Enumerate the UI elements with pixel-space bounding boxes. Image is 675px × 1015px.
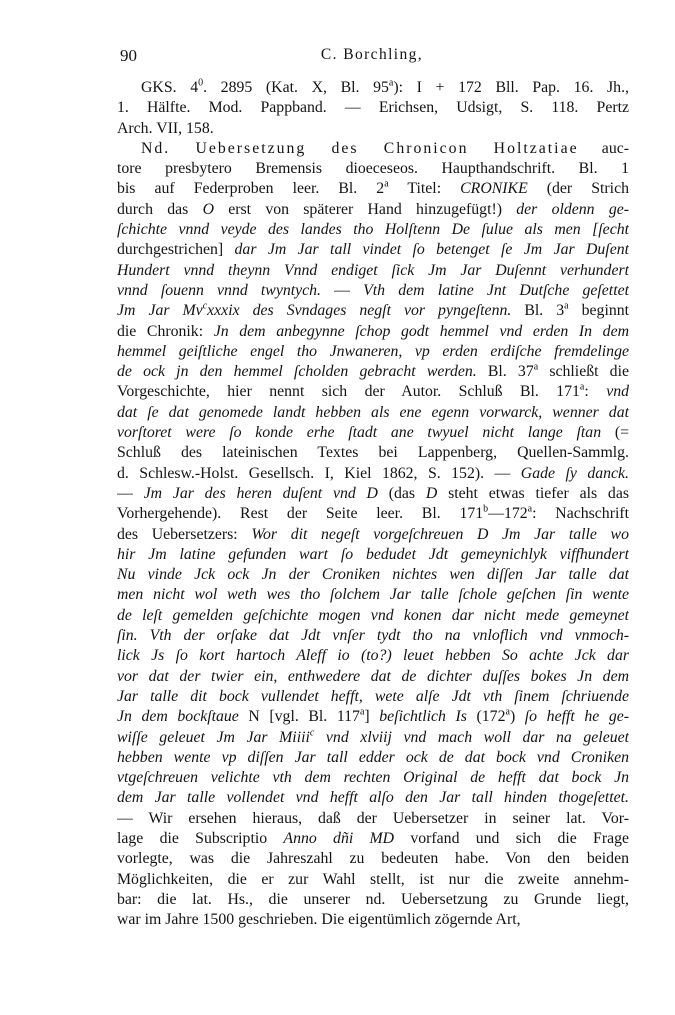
superscript: 0	[198, 78, 204, 89]
text-line	[117, 98, 629, 118]
text-run: dar Jm Jar tall vindet ſo betenget ſe Jm Jar Duſent	[234, 241, 629, 259]
text-run: Jm Jar Mv	[117, 302, 203, 320]
text-run: ]	[364, 708, 380, 726]
text-run: bis auf Federproben leer. Bl. 2	[117, 180, 385, 198]
text-run: xxxix des Svndages negſt vor pyngeſtenn.	[207, 302, 512, 320]
text-line	[117, 301, 629, 321]
text-run: vnd	[606, 383, 629, 401]
text-run: Nd. Uebersetzung des Chronicon Holtzatiae	[141, 139, 579, 157]
text-line	[117, 484, 629, 504]
text-run: beginnt	[568, 302, 629, 320]
text-line	[117, 849, 629, 869]
text-run: (der Strich	[527, 180, 629, 198]
text-line	[117, 728, 629, 748]
text-line	[117, 626, 629, 646]
superscript: c	[202, 301, 208, 312]
text-run: lage die Subscriptio	[117, 829, 284, 847]
text-run: die Chronik:	[117, 322, 214, 340]
text-line	[117, 748, 629, 768]
text-run: tore presbytero Bremensis dioeceseos. Haupthandschrift. Bl. 1	[117, 160, 629, 178]
text-run: )	[509, 708, 525, 726]
text-line	[117, 159, 629, 179]
text-run: —	[321, 281, 364, 299]
text-line	[117, 525, 629, 545]
text-run: vorlegte, was die Jahreszahl zu bedeuten habe. Von den beiden	[117, 850, 629, 868]
text-run: N [vgl. Bl. 117	[238, 708, 360, 726]
text-line	[117, 322, 629, 342]
text-run: hir Jm latine gefunden wart ſo bedudet Jdt gemeynichlyk viffhundert	[117, 545, 629, 563]
text-line	[117, 870, 629, 890]
text-line	[117, 565, 629, 585]
text-run: (das	[377, 484, 426, 502]
text-run: ſo hefft he ge-	[524, 708, 629, 726]
page-header	[120, 46, 624, 72]
text-run: wiſſe geleuet Jm Jar Miiii	[117, 728, 310, 746]
text-run: D	[425, 484, 438, 502]
text-run: men nicht wol weth wes tho ſolchem Jar talle ſchole geſchen ſin wente	[117, 586, 629, 604]
text-line	[117, 281, 629, 301]
text-line	[117, 829, 629, 849]
text-run: vnnd ſouenn vnnd twyntych.	[117, 281, 321, 299]
text-line	[117, 119, 629, 139]
text-run: GKS. 4	[141, 79, 199, 96]
text-run: O	[202, 200, 214, 218]
text-line	[117, 545, 629, 565]
text-line	[117, 179, 629, 199]
text-run: Nu vinde Jck ock Jn der Croniken nichtes wen diſſen Jar talle dat	[117, 566, 629, 584]
text-line	[117, 585, 629, 605]
text-line	[117, 240, 629, 260]
text-line	[117, 139, 629, 159]
text-line	[117, 403, 629, 423]
text-line	[117, 362, 629, 382]
body-text	[117, 78, 629, 930]
text-run: Jm Jar des heren duſent vnd D	[143, 484, 378, 502]
text-run: Anno dñi MD	[283, 829, 395, 847]
text-run: vor dat der twier ein, enthwedere dat de dichter duſſes bokes Jn dem	[117, 667, 629, 685]
text-line	[117, 890, 629, 910]
text-run: — Wir ersehen hieraus, daß der Uebersetzer in seiner lat. Vor-	[117, 809, 629, 827]
text-line	[117, 667, 629, 687]
text-run: schließt die	[538, 363, 629, 381]
text-line	[117, 200, 629, 220]
text-run: Bl. 37	[476, 363, 534, 381]
superscript: a	[527, 504, 533, 515]
text-run: . 2895 (Kat. X, Bl. 95	[203, 79, 389, 96]
text-run: 1. Hälfte. Mod. Pappband. — Erichsen, Udsigt, S. 118. Pertz	[117, 99, 629, 117]
text-run: war im Jahre 1500 geschrieben. Die eigentümlich zögernde Art,	[117, 911, 521, 929]
superscript: a	[388, 78, 394, 89]
superscript: a	[384, 179, 389, 191]
text-run: des Uebersetzers:	[117, 525, 252, 543]
text-run: der oldenn ge-	[516, 200, 629, 218]
text-run: Möglichkeiten, die er zur Wahl stellt, ist nur die zweite annehm-	[117, 870, 629, 888]
text-run: vorſtoret were ſo konde erhe ſtadt ane twyuel nicht lange ſtan	[117, 424, 602, 442]
text-line	[117, 464, 629, 484]
text-run: (=	[601, 424, 629, 442]
text-run: beſichtlich Is	[379, 708, 467, 726]
text-run: vorfand und sich die Frage	[394, 829, 629, 847]
text-run: de ock jn den hemmel ſcholden gebracht werden.	[117, 363, 477, 381]
text-run: Jn dem bockſtaue	[117, 708, 239, 726]
text-line	[117, 910, 629, 930]
text-line	[117, 504, 629, 524]
text-run: Titel:	[388, 180, 461, 198]
text-line	[117, 707, 629, 727]
text-run: Schluß des lateinischen Textes bei Lappenberg, Quellen-Sammlg.	[117, 444, 629, 462]
text-run: hemmel geiſtliche engel tho Jnwaneren, vp erden erdiſche fremdelinge	[117, 342, 629, 360]
text-line	[117, 788, 629, 808]
text-run: de leſt gemelden geſchichte mogen vnd konen dar nicht mede gemeynet	[117, 606, 629, 624]
text-run: Jar talle dit bock vullendet hefft, wete alſe Jdt vth ſinem ſchriuende	[117, 687, 629, 705]
text-run: dat ſe dat genomede landt hebben als ene egenn vorwarck, wenner dat	[117, 403, 629, 421]
text-run: vnd xlviij vnd mach woll dar na geleuet	[314, 728, 629, 746]
text-run: ſin. Vth der orſake dat Jdt vnſer tydt tho na vnloflich vnd vnmoch-	[117, 627, 629, 645]
text-run: vtgeſchreuen velichte vth dem rechten Original de hefft dat bock Jn	[117, 769, 629, 787]
text-line	[117, 261, 629, 281]
text-run: Wor dit negeſt vorgeſchreuen D Jm Jar talle wo	[251, 525, 629, 543]
text-run: ſchichte vnnd veyde des landes tho Holſtenn De ſulue als men [ſecht	[117, 221, 629, 239]
page-number: 90	[120, 46, 137, 65]
text-run: Hundert vnnd theynn Vnnd endiget ſick Jm Jar Duſennt verhundert	[117, 261, 629, 279]
text-run: erst von späterer Hand hinzugefügt!)	[213, 200, 517, 218]
text-line	[117, 423, 629, 443]
superscript: c	[309, 727, 315, 739]
superscript: a	[505, 707, 510, 718]
superscript: b	[483, 504, 489, 515]
text-run: durchgestrichen]	[117, 241, 235, 259]
text-line	[117, 606, 629, 626]
text-line	[117, 809, 629, 829]
superscript: a	[579, 382, 585, 394]
text-run: Arch. VII, 158.	[117, 119, 214, 137]
superscript: a	[359, 707, 365, 718]
text-run: ): I + 172 Bll. Pap. 16. Jh.,	[393, 79, 629, 96]
text-run: : Nachschrift	[532, 505, 629, 523]
text-run: Bl. 3	[511, 302, 565, 320]
text-run: durch das	[117, 200, 203, 218]
text-run: auc-	[578, 139, 629, 157]
text-run: lick Js ſo kort hartoch Aleff io (to?) leuet hebben So achte Jck dar	[117, 647, 629, 665]
text-run: Jn dem anbegynne ſchop godt hemmel vnd erden In dem	[213, 322, 629, 340]
text-line	[117, 687, 629, 707]
text-run: :	[584, 383, 607, 401]
text-run: —	[117, 484, 144, 502]
text-line	[117, 646, 629, 666]
text-run: —172	[488, 505, 528, 523]
text-run: hebben wente vp diſſen Jar tall edder ock de dat bock vnd Croniken	[117, 748, 629, 766]
text-run: dem Jar talle vollendet vnd hefft alſo den Jar tall hinden thogeſettet.	[117, 789, 629, 807]
text-run: steht etwas tiefer als das	[437, 484, 629, 502]
text-run: Vth dem latine Jnt Dutſche geſettet	[363, 281, 629, 299]
text-line	[117, 443, 629, 463]
text-line	[117, 78, 629, 98]
text-line	[117, 768, 629, 788]
text-run: Vorhergehende). Rest der Seite leer. Bl. 171	[117, 505, 484, 523]
superscript: a	[533, 362, 539, 373]
text-run: d. Schlesw.-Holst. Gesellsch. I, Kiel 1862, S. 152). —	[117, 464, 521, 482]
text-line	[117, 342, 629, 362]
text-line	[117, 382, 629, 402]
text-run: CRONIKE	[460, 180, 528, 198]
text-run: Vorgeschichte, hier nennt sich der Autor. Schluß Bl. 171	[117, 383, 580, 401]
text-run: (172	[466, 708, 506, 726]
running-title: C. Borchling,	[320, 46, 424, 63]
superscript: a	[564, 301, 569, 312]
text-line	[117, 220, 629, 240]
text-run: bar: die lat. Hs., die unserer nd. Uebersetzung zu Grunde liegt,	[117, 890, 629, 908]
text-run: Gade ſy danck.	[520, 464, 629, 482]
